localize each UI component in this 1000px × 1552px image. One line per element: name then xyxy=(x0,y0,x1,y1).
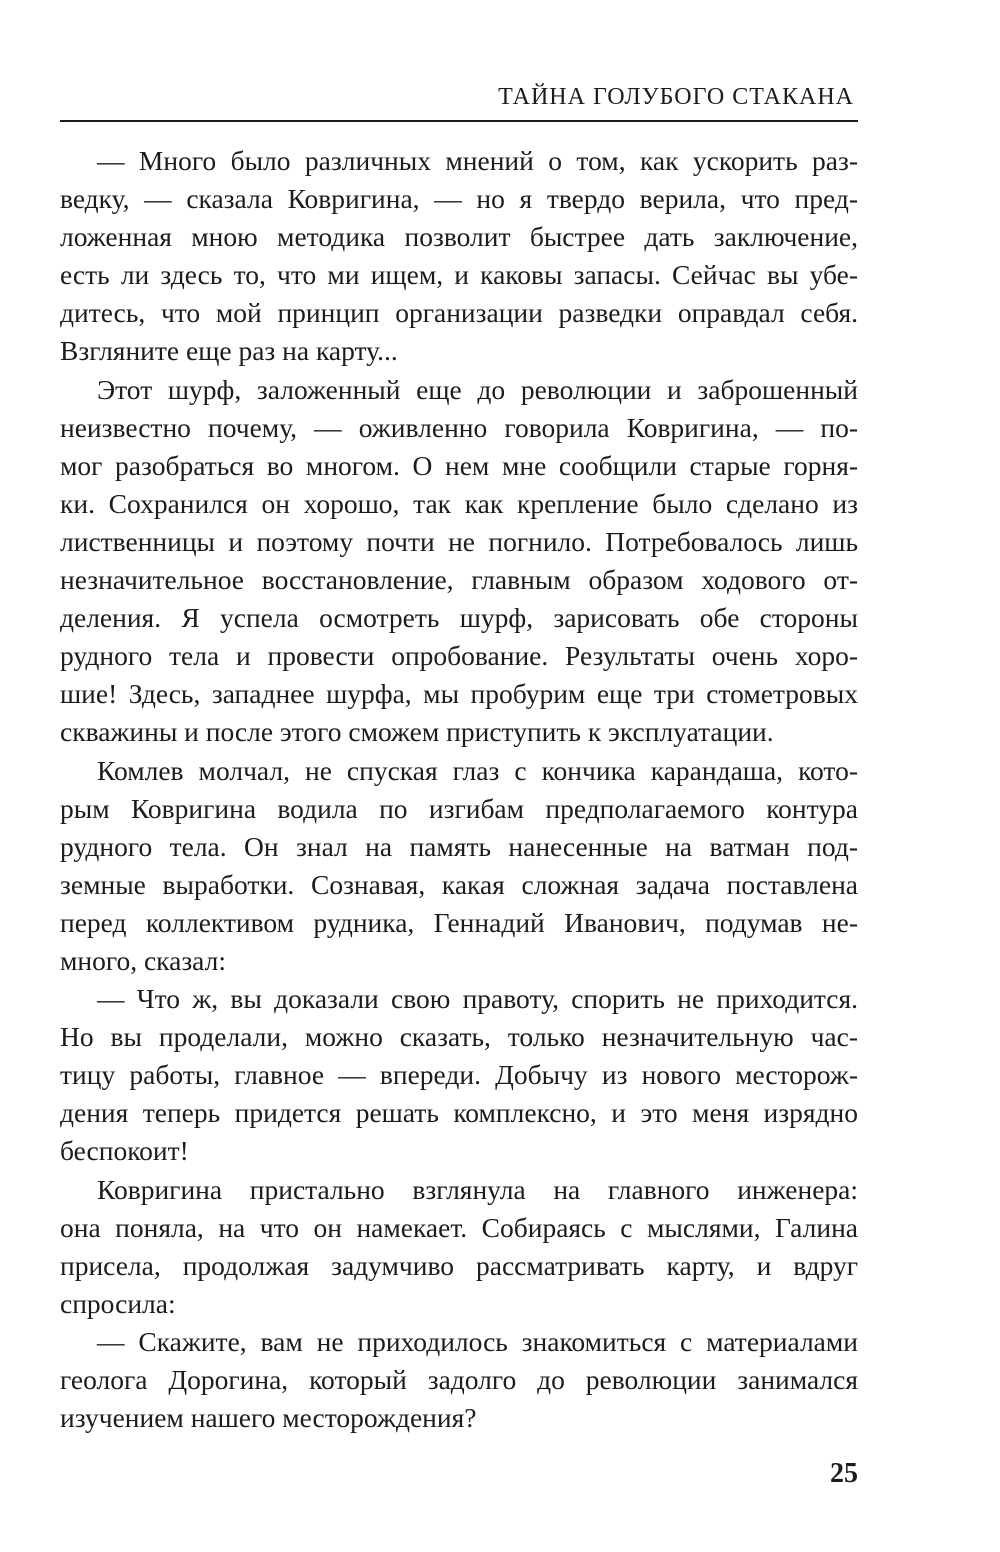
text-line: ложенная мною методика позволит быстрее дать заключение, xyxy=(60,221,858,253)
text-line: дения теперь придется решать комплексно, и это меня изрядно xyxy=(60,1097,858,1129)
text-line: скважины и после этого сможем приступить к эксплуатации. xyxy=(60,716,774,748)
text-line: много, сказал: xyxy=(60,944,226,976)
text-line: — Что ж, вы доказали свою правоту, спорить не приходится. xyxy=(97,983,858,1015)
text-line: земные выработки. Сознавая, какая сложная задача поставлена xyxy=(60,868,858,900)
page-number: 25 xyxy=(830,1458,858,1489)
text-line: Этот шурф, заложенный еще до революции и заброшенный xyxy=(97,373,858,405)
running-title: ТАЙНА ГОЛУБОГО СТАКАНА xyxy=(498,84,854,110)
text-line: мог разобраться во многом. О нем мне сообщили старые горня- xyxy=(60,449,858,481)
text-line: — Скажите, вам не приходилось знакомиться с материалами xyxy=(97,1325,858,1357)
text-line: геолога Дорогина, который задолго до революции занимался xyxy=(60,1364,858,1395)
text-line: неизвестно почему, — оживленно говорила Ковригина, — по- xyxy=(60,411,858,443)
running-header xyxy=(60,82,858,122)
text-line: дитесь, что мой принцип организации разведки оправдал себя. xyxy=(60,297,858,329)
text-line: шие! Здесь, западнее шурфа, мы пробурим еще три стометровых xyxy=(60,678,858,710)
text-line: незначительное восстановление, главным образом ходового от- xyxy=(60,564,858,596)
text-line: рым Ковригина водила по изгибам предполагаемого контура xyxy=(60,792,858,824)
text-line: Комлев молчал, не спуская глаз с кончика карандаша, кото- xyxy=(97,754,858,786)
text-line: спросила: xyxy=(60,1287,176,1319)
text-line: Ковригина пристально взглянула на главного инженера: xyxy=(97,1173,858,1205)
text-line: ведку, — сказала Ковригина, — но я твердо верила, что пред- xyxy=(60,183,858,215)
text-line: рудного тела и провести опробование. Результаты очень хоро- xyxy=(60,640,858,672)
text-line: изучением нашего месторождения? xyxy=(60,1402,477,1434)
text-line: тицу работы, главное — впереди. Добычу из нового месторож- xyxy=(60,1059,858,1091)
text-line: деления. Я успела осмотреть шурф, зарисовать обе стороны xyxy=(60,602,858,634)
text-line: рудного тела. Он знал на память нанесенные на ватман под- xyxy=(60,830,858,862)
text-line: присела, продолжая задумчиво рассматривать карту, и вдруг xyxy=(60,1249,858,1281)
text-line: есть ли здесь то, что ми ищем, и каковы запасы. Сейчас вы убе- xyxy=(60,259,858,291)
text-line: — Много было различных мнений о том, как ускорить раз- xyxy=(97,145,858,176)
text-line: она поняла, на что он намекает. Собираясь с мыслями, Галина xyxy=(60,1211,858,1243)
text-line: перед коллективом рудника, Геннадий Иванович, подумав не- xyxy=(60,906,858,938)
text-line: лиственницы и поэтому почти не погнило. Потребовалось лишь xyxy=(60,525,858,557)
text-line: беспокоит! xyxy=(60,1135,189,1167)
text-line: Взгляните еще раз на карту... xyxy=(60,335,398,367)
text-line: Но вы проделали, можно сказать, только незначительную час- xyxy=(60,1021,858,1053)
text-line: ки. Сохранился он хорошо, так как крепление было сделано из xyxy=(60,487,858,519)
body-text xyxy=(60,142,858,1437)
